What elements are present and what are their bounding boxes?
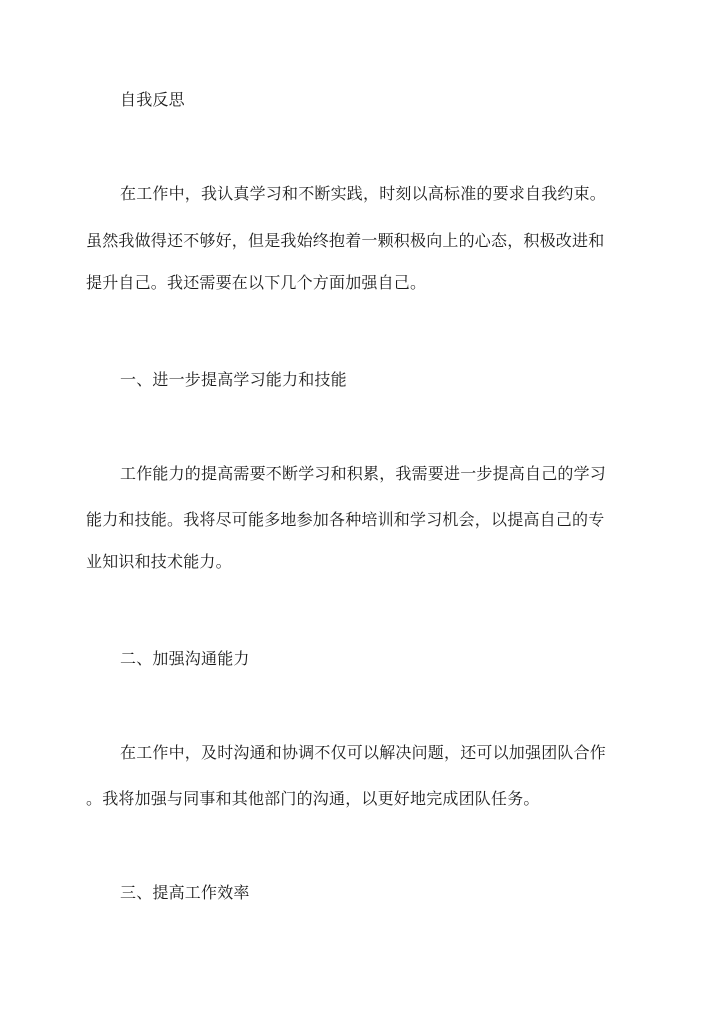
intro-line-1: 在工作中，我认真学习和不断实践，时刻以高标准的要求自我约束。 (120, 184, 607, 203)
section1-body-line-2: 能力和技能。我将尽可能多地参加各种培训和学习机会，以提高自己的专 (86, 510, 605, 529)
intro-line-3: 提升自己。我还需要在以下几个方面加强自己。 (86, 273, 427, 292)
intro-line-2: 虽然我做得还不够好，但是我始终抱着一颗积极向上的心态，积极改进和 (86, 231, 605, 250)
section2-heading: 二、加强沟通能力 (120, 649, 250, 668)
document-title: 自我反思 (120, 90, 185, 109)
section2-body-line-2: 。我将加强与同事和其他部门的沟通，以更好地完成团队任务。 (86, 789, 540, 808)
section2-body-line-1: 在工作中，及时沟通和协调不仅可以解决问题，还可以加强团队合作 (120, 743, 607, 762)
section1-heading: 一、进一步提高学习能力和技能 (120, 370, 347, 389)
section3-heading: 三、提高工作效率 (120, 883, 250, 902)
section1-body-line-1: 工作能力的提高需要不断学习和积累，我需要进一步提高自己的学习 (120, 464, 607, 483)
section1-body-line-3: 业知识和技术能力。 (86, 552, 232, 571)
